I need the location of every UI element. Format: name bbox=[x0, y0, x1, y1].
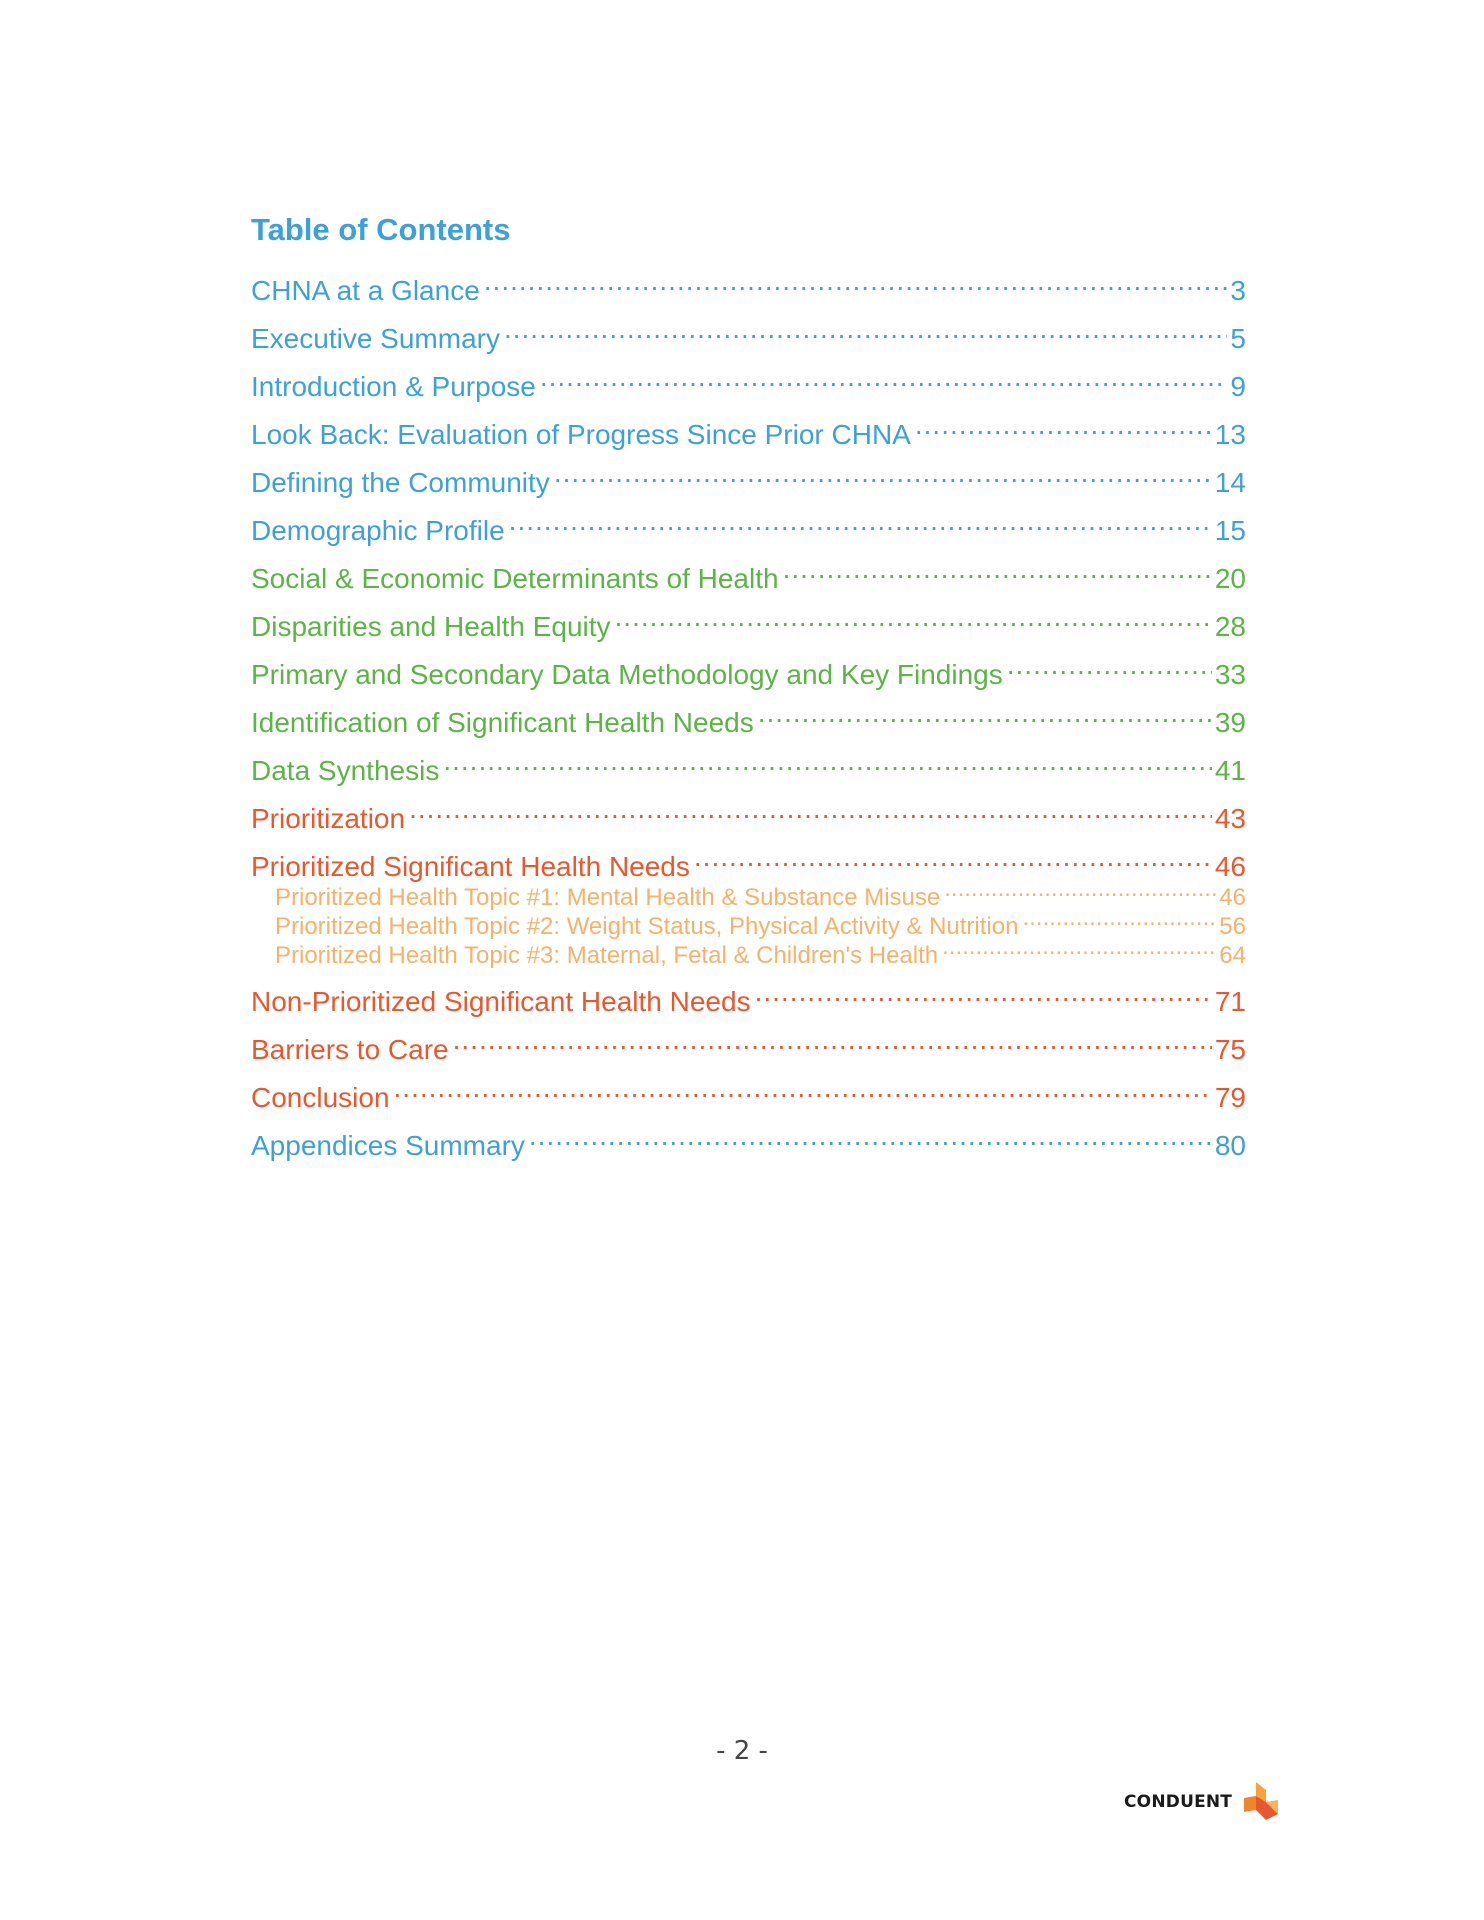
toc-entry-label: Prioritized Significant Health Needs bbox=[251, 851, 690, 882]
toc-entry-page: 14 bbox=[1214, 467, 1246, 498]
toc-entry-page: 28 bbox=[1214, 611, 1246, 642]
dot-leader bbox=[944, 876, 1216, 905]
toc-entry-label: CHNA at a Glance bbox=[251, 275, 480, 306]
page-number: - 2 - bbox=[716, 1736, 768, 1766]
toc-entry-page: 5 bbox=[1230, 323, 1246, 354]
toc-entry-page: 13 bbox=[1214, 419, 1246, 450]
dot-leader bbox=[1022, 905, 1216, 934]
toc-entry-label: Social & Economic Determinants of Health bbox=[251, 563, 779, 594]
toc-list bbox=[251, 264, 1246, 1167]
toc-entry[interactable] bbox=[251, 360, 1246, 408]
toc-subentry-label: Prioritized Health Topic #3: Maternal, Fetal & Children's Health bbox=[275, 942, 939, 969]
table-of-contents bbox=[251, 210, 1246, 1167]
dot-leader bbox=[540, 360, 1228, 396]
toc-entry-page: 3 bbox=[1230, 275, 1246, 306]
toc-entry-label: Disparities and Health Equity bbox=[251, 611, 611, 642]
toc-entry-page: 79 bbox=[1214, 1082, 1246, 1113]
dot-leader bbox=[529, 1119, 1212, 1155]
dot-leader bbox=[484, 264, 1228, 300]
toc-entry[interactable] bbox=[251, 1119, 1246, 1167]
toc-entry-page: 39 bbox=[1214, 707, 1246, 738]
toc-entry[interactable] bbox=[251, 504, 1246, 552]
toc-entry[interactable] bbox=[251, 792, 1246, 840]
dot-leader bbox=[942, 934, 1216, 963]
dot-leader bbox=[758, 696, 1212, 732]
toc-title: Table of Contents bbox=[251, 212, 511, 247]
dot-leader bbox=[394, 1071, 1212, 1107]
dot-leader bbox=[1007, 648, 1212, 684]
toc-entry[interactable] bbox=[251, 696, 1246, 744]
dot-leader bbox=[694, 840, 1212, 876]
toc-entry-label: Demographic Profile bbox=[251, 515, 505, 546]
dot-leader bbox=[509, 504, 1212, 540]
toc-entry-label: Introduction & Purpose bbox=[251, 371, 536, 402]
toc-entry[interactable] bbox=[251, 648, 1246, 696]
toc-entry-page: 41 bbox=[1214, 755, 1246, 786]
toc-entry-label: Non-Prioritized Significant Health Needs bbox=[251, 986, 751, 1017]
toc-entry-page: 80 bbox=[1214, 1130, 1246, 1161]
toc-subentry-page: 56 bbox=[1219, 913, 1246, 940]
dot-leader bbox=[615, 600, 1212, 636]
toc-subentry-page: 64 bbox=[1219, 942, 1246, 969]
toc-entry-label: Appendices Summary bbox=[251, 1130, 525, 1161]
toc-entry[interactable] bbox=[251, 312, 1246, 360]
toc-entry[interactable] bbox=[251, 1023, 1246, 1071]
toc-entry-page: 43 bbox=[1214, 803, 1246, 834]
toc-entry[interactable] bbox=[251, 744, 1246, 792]
toc-entry[interactable] bbox=[251, 264, 1246, 312]
toc-subentry-label: Prioritized Health Topic #2: Weight Status, Physical Activity & Nutrition bbox=[275, 913, 1019, 940]
toc-entry-label: Executive Summary bbox=[251, 323, 500, 354]
toc-entry-page: 20 bbox=[1214, 563, 1246, 594]
toc-entry-label: Identification of Significant Health Needs bbox=[251, 707, 754, 738]
dot-leader bbox=[783, 552, 1212, 588]
toc-entry-page: 46 bbox=[1214, 851, 1246, 882]
toc-entry[interactable] bbox=[251, 408, 1246, 456]
toc-entry[interactable] bbox=[251, 1071, 1246, 1119]
toc-entry-label: Conclusion bbox=[251, 1082, 390, 1113]
toc-entry-page: 71 bbox=[1214, 986, 1246, 1017]
logo-text: CONDUENT bbox=[1124, 1792, 1233, 1812]
dot-leader bbox=[409, 792, 1212, 828]
toc-entry[interactable] bbox=[251, 552, 1246, 600]
toc-entry[interactable] bbox=[251, 840, 1246, 882]
conduent-logo bbox=[1124, 1780, 1280, 1824]
toc-entry-label: Data Synthesis bbox=[251, 755, 440, 786]
toc-entry-page: 75 bbox=[1214, 1034, 1246, 1065]
toc-entry-page: 33 bbox=[1214, 659, 1246, 690]
dot-leader bbox=[554, 456, 1212, 492]
toc-entry[interactable] bbox=[251, 975, 1246, 1023]
dot-leader bbox=[443, 744, 1212, 780]
dot-leader bbox=[504, 312, 1227, 348]
toc-entry-label: Defining the Community bbox=[251, 467, 550, 498]
toc-entry[interactable] bbox=[251, 456, 1246, 504]
dot-leader bbox=[453, 1023, 1212, 1059]
toc-subentry-page: 46 bbox=[1219, 884, 1246, 911]
dot-leader bbox=[915, 408, 1212, 444]
toc-entry-page: 9 bbox=[1230, 371, 1246, 402]
dot-leader bbox=[755, 975, 1212, 1011]
toc-entry-label: Look Back: Evaluation of Progress Since Prior CHNA bbox=[251, 419, 911, 450]
toc-entry-label: Primary and Secondary Data Methodology and Key Findings bbox=[251, 659, 1003, 690]
toc-entry[interactable] bbox=[251, 600, 1246, 648]
toc-entry-page: 15 bbox=[1214, 515, 1246, 546]
toc-entry-label: Prioritization bbox=[251, 803, 406, 834]
toc-entry-label: Barriers to Care bbox=[251, 1034, 449, 1065]
toc-subentry-label: Prioritized Health Topic #1: Mental Health & Substance Misuse bbox=[275, 884, 941, 911]
conduent-mark-icon bbox=[1240, 1780, 1280, 1824]
